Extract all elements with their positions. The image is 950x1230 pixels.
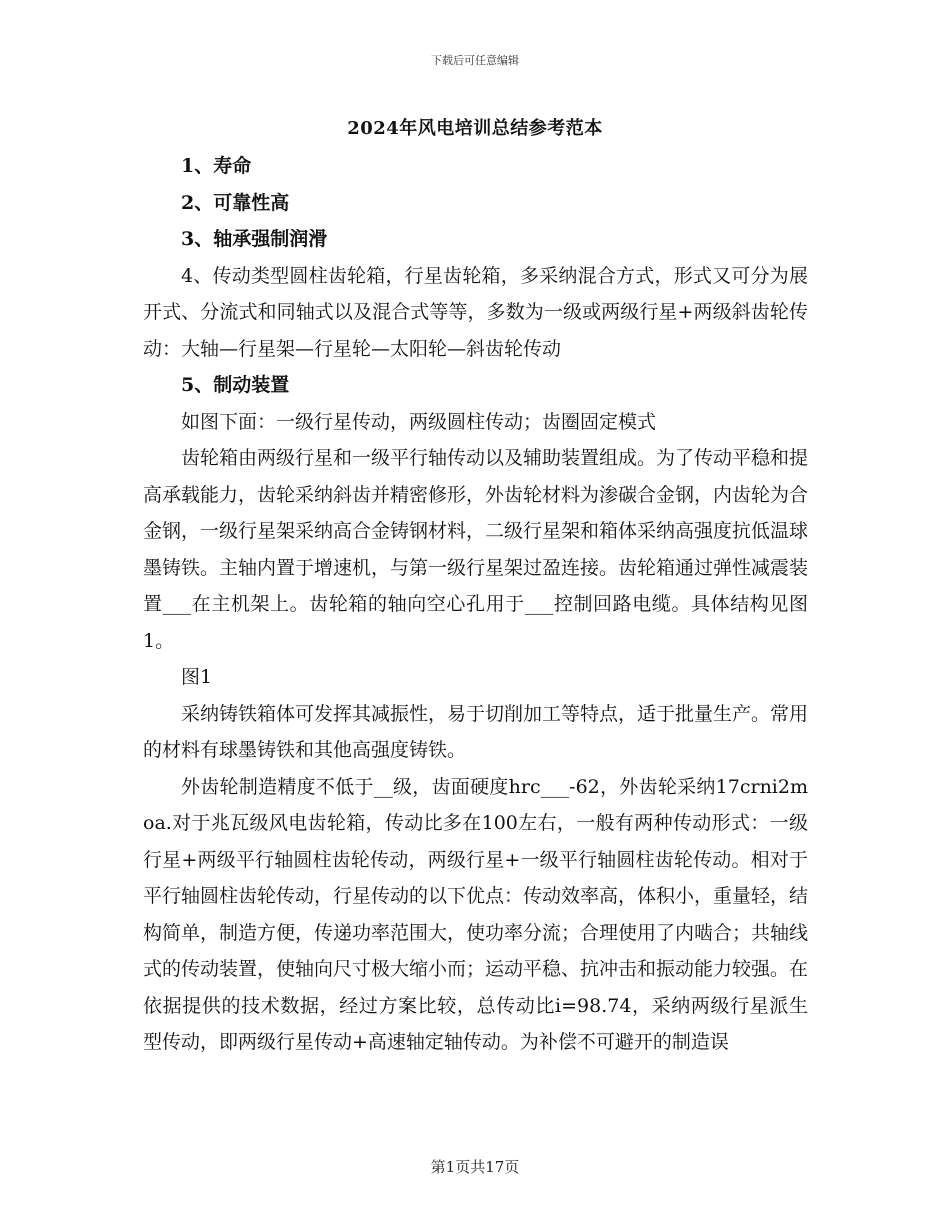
body-paragraph: 如图下面：一级行星传动，两级圆柱传动；齿圈固定模式 [181,410,657,433]
figure-caption: 图1 [181,666,213,688]
body-paragraph: 齿轮箱由两级行星和一级平行轴传动以及辅助装置组成。为了传动平稳和提高承载能力，齿轮采纳斜齿并精密修形，外齿轮材料为渗碳合金钢，内齿轮为合金钢，一级行星架采纳高合金铸钢材料，二级行星架和箱体采纳高强度抗低温球墨铸铁。主轴内置于增速机，与第一级行星架过盈连接。齿轮箱通过弹性减震装置___在主机架上。齿轮箱的轴向空心孔用于___控制回路电缆。具体结构见图1。 [143,447,809,652]
section-heading: 3、轴承强制润滑 [181,228,328,250]
document-body [143,148,808,1061]
section-heading: 5、制动装置 [181,374,290,396]
body-paragraph: 外齿轮制造精度不低于__级，齿面硬度hrc___-62，外齿轮采纳17crni2moa.对于兆瓦级风电齿轮箱，传动比多在100左右，一般有两种传动形式：一级行星+两级平行轴圆柱齿轮传动，两级行星+一级平行轴圆柱齿轮传动。相对于平行轴圆柱齿轮传动，行星传动的以下优点：传动效率高，体积小，重量轻，结构简单，制造方便，传递功率范围大，使功率分流；合理使用了内啮合；共轴线式的传动装置，使轴向尺寸极大缩小而；运动平稳、抗冲击和振动能力较强。在依据提供的技术数据，经过方案比较，总传动比i=98.74，采纳两级行星派生型传动，即两级行星传动+高速轴定轴传动。为补偿不可避开的制造误 [143,775,809,1053]
page-number: 第1页共17页 [430,1158,520,1176]
section-heading: 1、寿命 [181,155,252,177]
body-paragraph: 4、传动类型圆柱齿轮箱，行星齿轮箱，多采纳混合方式，形式又可分为展开式、分流式和同轴式以及混合式等等，多数为一级或两级行星+两级斜齿轮传动：大轴—行星架—行星轮—太阳轮—斜齿轮传动 [143,264,808,360]
document-title: 2024年风电培训总结参考范本 [347,118,603,139]
body-paragraph: 采纳铸铁箱体可发挥其减振性，易于切削加工等特点，适于批量生产。常用的材料有球墨铸铁和其他高强度铸铁。 [143,702,809,761]
section-heading: 2、可靠性高 [181,191,290,214]
page-header-note: 下载后可任意编辑 [431,54,519,67]
